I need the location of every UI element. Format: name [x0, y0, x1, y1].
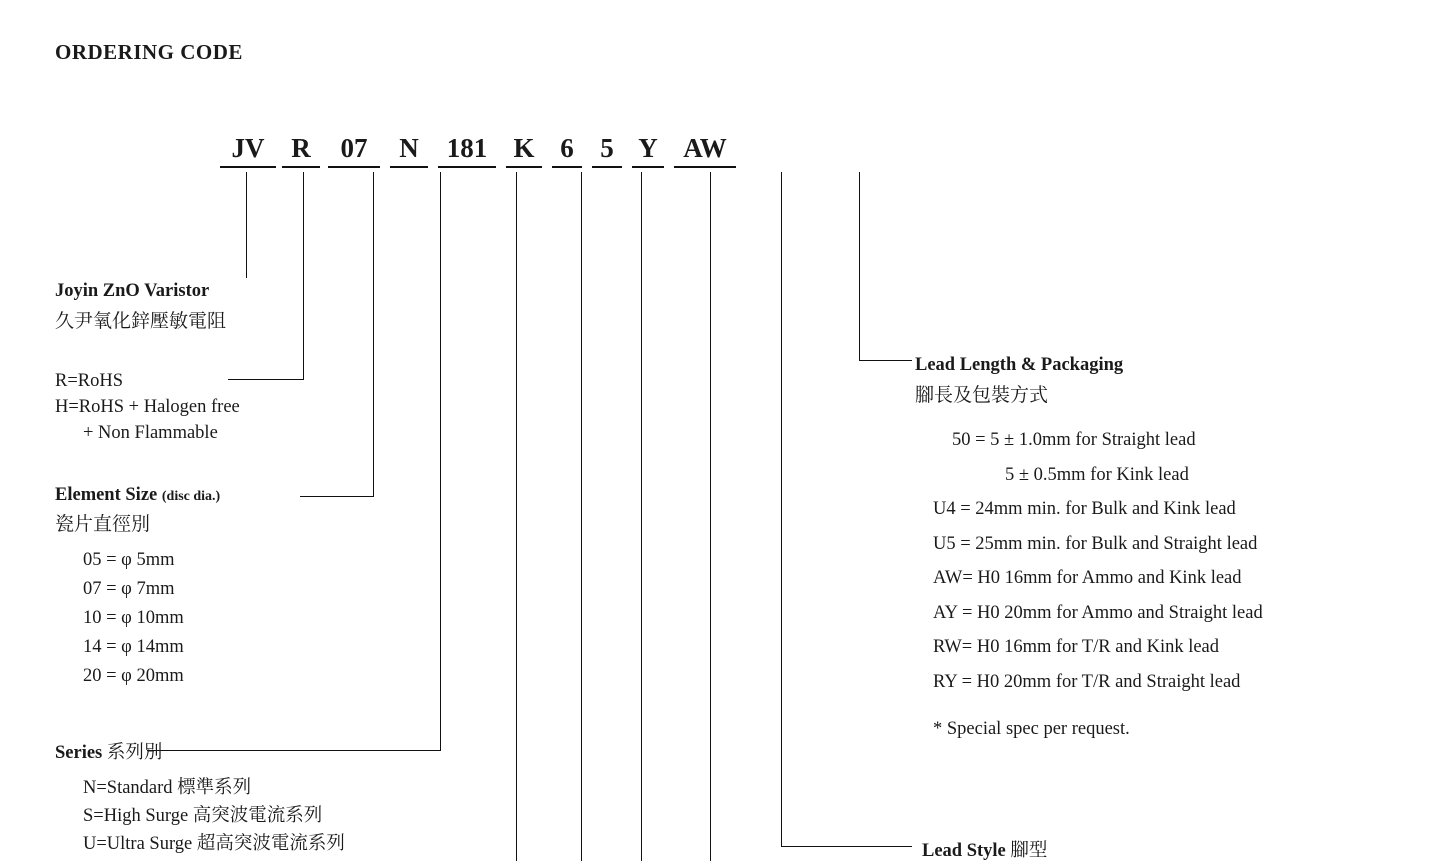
leader-line-digit-5 [710, 172, 711, 861]
list-item: RW= H0 16mm for T/R and Kink lead [933, 637, 1220, 657]
callout-lead-length-chinese: 腳長及包裝方式 [915, 385, 1049, 406]
callout-lead-style-heading [922, 836, 1047, 862]
leader-line-digit-6 [641, 172, 642, 861]
callout-series-heading-chinese: 系列別 [106, 743, 163, 763]
leader-line-tolerance [581, 172, 582, 861]
callout-lead-style-heading-main: Lead Style [922, 841, 1006, 861]
code-segment-lead-style: Y [632, 133, 664, 168]
list-item: U4 = 24mm min. for Bulk and Kink lead [933, 499, 1236, 519]
list-item: U=Ultra Surge 超高突波電流系列 [83, 834, 345, 854]
code-segment-digit-6: 6 [552, 133, 582, 168]
callout-element-size-heading-main: Element Size [55, 485, 158, 505]
list-item: RY = H0 20mm for T/R and Straight lead [933, 671, 1241, 692]
list-item: 20 = φ 20mm [83, 666, 184, 686]
list-item: 07 = φ 7mm [83, 579, 175, 599]
callout-brand-chinese: 久尹氧化鋅壓敏電阻 [55, 311, 227, 332]
leader-line-element-size-horizontal [300, 496, 374, 497]
callout-lead-style [922, 836, 1047, 862]
callout-element-size-list [55, 546, 220, 691]
callout-element-size-heading-note: (disc dia.) [161, 489, 221, 504]
callout-lead-length-note: * Special spec per request. [933, 719, 1130, 739]
list-item: N=Standard 標準系列 [83, 778, 252, 798]
callout-brand [55, 281, 226, 333]
list-item: 05 = φ 5mm [83, 550, 175, 570]
list-item: 5 ± 0.5mm for Kink lead [1005, 464, 1189, 485]
list-item: 14 = φ 14mm [83, 637, 184, 657]
callout-element-size-heading [55, 485, 220, 506]
code-segment-tolerance: K [506, 133, 542, 168]
callout-series-heading [55, 738, 345, 764]
page-title: ORDERING CODE [55, 40, 243, 64]
list-item: U5 = 25mm min. for Bulk and Straight lead [933, 533, 1258, 554]
code-segment-lead-length: AW [674, 133, 736, 168]
leader-line-lead-style [781, 172, 782, 846]
callout-series [55, 738, 345, 858]
callout-rohs [55, 368, 240, 446]
leader-line-lead-length-horizontal [859, 360, 912, 361]
code-segment-brand: JV [220, 133, 276, 168]
callout-element-size-chinese: 瓷片直徑別 [55, 514, 151, 535]
code-segment-element-size: 07 [328, 133, 380, 168]
list-item: AW= H0 16mm for Ammo and Kink lead [933, 568, 1242, 588]
callout-rohs-line-3: + Non Flammable [83, 423, 218, 443]
callout-lead-length-list [915, 423, 1263, 699]
callout-lead-style-heading-chinese: 腳型 [1010, 841, 1048, 861]
callout-lead-length-heading: Lead Length & Packaging [915, 355, 1124, 375]
leader-line-rohs [303, 172, 304, 379]
leader-line-series [440, 172, 441, 750]
callout-rohs-line-2: H=RoHS + Halogen free [55, 397, 240, 417]
callout-brand-heading: Joyin ZnO Varistor [55, 281, 210, 301]
leader-line-brand [246, 172, 247, 278]
callout-lead-length [915, 355, 1263, 740]
code-segment-rohs: R [282, 133, 320, 168]
list-item: S=High Surge 高突波電流系列 [83, 806, 323, 826]
callout-series-heading-main: Series [55, 743, 103, 763]
code-segment-series: N [390, 133, 428, 168]
list-item: 50 = 5 ± 1.0mm for Straight lead [952, 430, 1196, 450]
list-item: AY = H0 20mm for Ammo and Straight lead [933, 602, 1263, 623]
leader-line-lead-style-horizontal [781, 846, 912, 847]
leader-line-lead-length [859, 172, 860, 360]
leader-line-element-size [373, 172, 374, 496]
list-item: 10 = φ 10mm [83, 608, 184, 628]
callout-element-size [55, 485, 220, 691]
code-segment-digit-5: 5 [592, 133, 622, 168]
callout-rohs-line-1: R=RoHS [55, 371, 124, 391]
callout-series-list [55, 774, 345, 858]
leader-line-voltage [516, 172, 517, 861]
code-segment-voltage: 181 [438, 133, 496, 168]
